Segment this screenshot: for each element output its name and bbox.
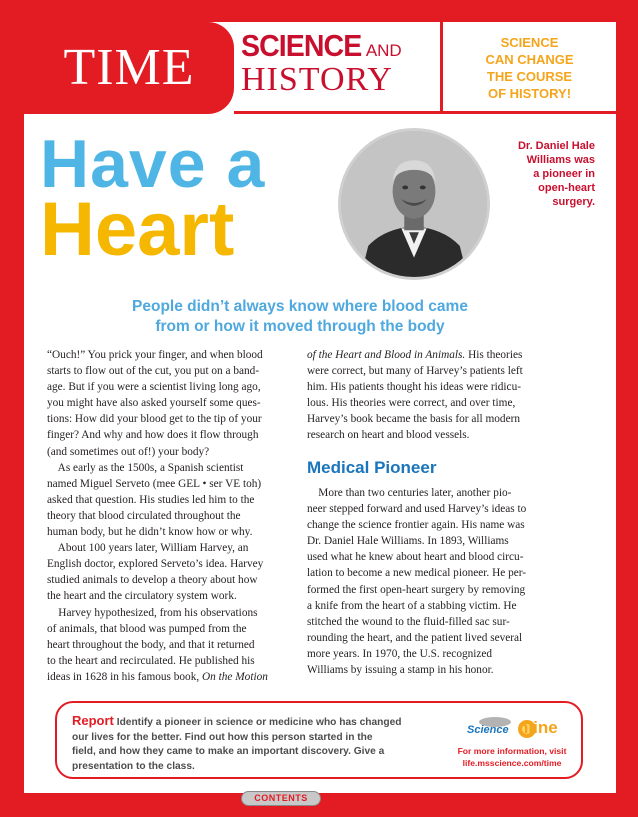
- report-label: Report: [72, 713, 114, 728]
- article-line: lous. His theories were correct, and over time,: [307, 397, 516, 410]
- time-logo-box: [24, 22, 234, 114]
- book-title-italic: of the Heart and Blood in Animals.: [307, 349, 466, 361]
- online-info-line: For more information, visit: [457, 746, 567, 756]
- header-divider: [234, 111, 440, 114]
- subhead-line: from or how it moved through the body: [155, 318, 445, 335]
- online-url-link[interactable]: life.msscience.com/time: [462, 758, 562, 768]
- slogan-line: OF HISTORY!: [487, 86, 572, 101]
- article-line: English doctor, explored Serveto’s idea. Harvey: [47, 558, 264, 571]
- red-frame-top: [0, 0, 638, 22]
- caption-line: surgery.: [552, 196, 595, 208]
- science-and-history-masthead: [241, 30, 441, 97]
- article-line: starts to flow out of the cut, you put on a band-: [47, 365, 260, 378]
- report-prompt: [72, 714, 428, 774]
- article-line: Harvey’s book became the basis for all modern: [307, 413, 521, 426]
- article-line: theory that blood circulated throughout the: [47, 509, 241, 522]
- article-line: As early as the 1500s, a Spanish scientist: [47, 461, 244, 474]
- article-line: (and sometimes out of!) your body?: [47, 445, 210, 458]
- article-line: named Miguel Serveto (mee GEL • ser VE toh): [47, 477, 262, 490]
- article-line: human body, but he didn’t know how or why.: [47, 526, 253, 539]
- article-line: lation to become a new medical pioneer. He per-: [307, 567, 527, 580]
- article-right-column-top: [307, 347, 551, 444]
- article-line: Harvey hypothesized, from his observations: [47, 606, 258, 619]
- article-line: neer stepped forward and used Harvey’s ideas to: [307, 503, 527, 516]
- article-line: him. His patients thought his ideas were ridicu-: [307, 381, 521, 394]
- masthead-science: SCIENCE: [241, 28, 362, 63]
- article-line: Williams by issuing a stamp in his honor.: [307, 664, 494, 677]
- article-left-column: [47, 347, 287, 685]
- article-line: the heart and the circulatory system work.: [47, 590, 237, 603]
- article-text: ideas in 1628 in his famous book,: [47, 670, 203, 683]
- slogan-line: THE COURSE: [486, 69, 573, 84]
- online-info[interactable]: [448, 745, 576, 769]
- article-line: [307, 347, 551, 363]
- book-title-italic: On the Motion: [202, 670, 268, 683]
- article-line: tions: How did your blood get to the tip of your: [47, 413, 262, 426]
- caption-line: Williams was: [526, 154, 595, 166]
- report-line: [72, 714, 428, 731]
- red-frame-right: [616, 0, 638, 817]
- article-line: age. But if you were a scientist living long ago,: [47, 381, 261, 394]
- caption-line: Dr. Daniel Hale: [517, 140, 595, 152]
- report-line: field, and how they came to make an important discovery. Give a: [72, 746, 385, 757]
- red-frame-left: [0, 0, 24, 817]
- masthead-and: AND: [365, 41, 402, 60]
- section-heading: Medical Pioneer: [307, 458, 437, 477]
- photo-caption: [455, 139, 595, 209]
- article-line: a knife from the heart of a stabbing victim. He: [307, 599, 517, 612]
- contents-button[interactable]: CONTENTS: [241, 791, 321, 806]
- article-line: asked that question. His studies led him to the: [47, 493, 255, 506]
- caption-line: open-heart: [538, 182, 595, 194]
- article-line: were correct, but many of Harvey’s patients left: [307, 365, 523, 378]
- page-title-line1: Have a: [40, 126, 266, 202]
- article-right-column-bottom: [307, 485, 551, 678]
- slogan-line: SCIENCE: [500, 35, 559, 50]
- article-line: “Ouch!” You prick your finger, and when blood: [47, 349, 263, 361]
- subhead-line: People didn’t always know where blood came: [132, 298, 468, 315]
- page-title-line2: Heart: [40, 187, 235, 272]
- article-line: used what he knew about heart and blood circu-: [307, 551, 524, 564]
- article-line: rounding the heart, and the patient lived several: [307, 631, 523, 644]
- article-line: more years. In 1970, the U.S. recognized: [307, 647, 493, 660]
- slogan-box: [440, 22, 616, 114]
- article-line: heart throughout the body, and that it returned: [47, 638, 255, 651]
- article-line: research on heart and blood vessels.: [307, 429, 470, 442]
- online-nline-word: nline: [518, 718, 558, 737]
- time-logo: TIME: [63, 39, 195, 96]
- report-line: our lives for the better. Find out how this person started in the: [72, 731, 373, 743]
- slogan-line: CAN CHANGE: [485, 52, 574, 67]
- article-line-last: [47, 669, 287, 685]
- article-line: formed the first open-heart surgery by removing: [307, 583, 526, 596]
- report-text: Identify a pioneer in science or medicine who has changed: [116, 717, 402, 728]
- article-line: of animals, that blood was pumped from the: [47, 622, 247, 635]
- article-line: About 100 years later, William Harvey, an: [47, 542, 249, 555]
- article-line: to the heart and recirculated. He published his: [47, 654, 255, 667]
- article-line: Dr. Daniel Hale Williams. In 1893, Williams: [307, 535, 509, 548]
- article-line: More than two centuries later, another pio-: [307, 487, 512, 499]
- article-line: you might have also asked yourself some ques-: [47, 397, 261, 410]
- online-science-word: Science: [467, 724, 509, 736]
- subheadline: [60, 297, 540, 337]
- article-line: stitched the wound to the fluid-filled sac sur-: [307, 615, 510, 628]
- article-text: His theories: [465, 349, 523, 361]
- article-line: studied animals to develop a theory about how: [47, 574, 258, 587]
- article-line: change the science frontier again. His name was: [307, 519, 525, 532]
- report-line: presentation to the class.: [72, 760, 195, 772]
- caption-line: a pioneer in: [533, 168, 595, 180]
- masthead-history: HISTORY: [241, 61, 393, 98]
- article-line: finger? And why and how does it flow through: [47, 429, 259, 442]
